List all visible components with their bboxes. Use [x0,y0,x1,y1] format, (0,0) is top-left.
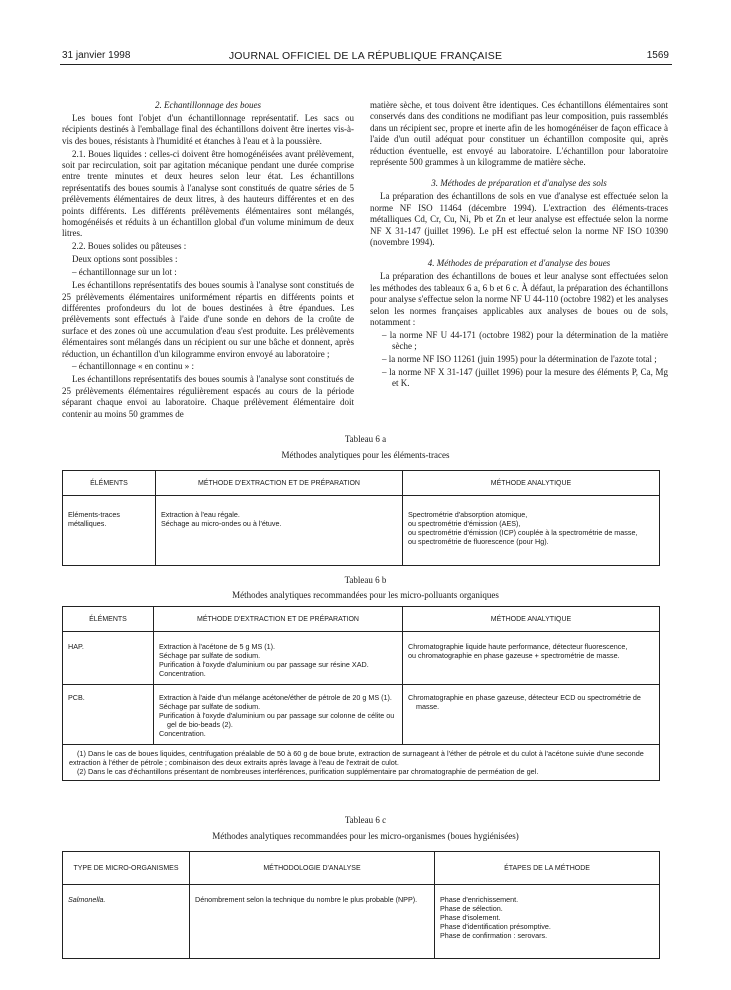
table-a-subtitle: Méthodes analytiques pour les éléments-traces [281,450,450,460]
table-cell: Eléments-traces métalliques. [63,496,156,566]
table-cell: HAP. [63,632,154,685]
cell-line: Extraction à l'aide d'un mélange acétone/éther de pétrole de 20 g MS (1). [159,693,392,702]
table-row [63,885,660,959]
right-column [370,100,668,391]
header-rule [60,64,672,65]
list-item: – la norme NF ISO 11261 (juin 1995) pour la détermination de l'azote total ; [382,354,657,365]
table-cell: Dénombrement selon la technique du nombre le plus probable (NPP). [190,885,435,959]
table-cell [435,885,660,959]
cell-line: Phase de confirmation : serovars. [440,931,548,940]
table-header: TYPE DE MICRO-ORGANISMES [63,852,190,885]
paragraph: La préparation des échantillons de boues et leur analyse sont effectuées selon les méthodes des tableaux 6 a, 6 b et 6 c. À défaut, la préparation des échantillons pour analyse s'effectue selon la norme NF U 44-110 (octobre 1982) et les analyses selon les normes françaises applicables aux analyses de boues ou de sols, notamment : [370,271,668,327]
paragraph: matière sèche, et tous doivent être identiques. Ces échantillons élémentaires sont conservés dans des conditions ne modifiant pas leur composition, puis rassemblés dans un récipient sec, propre et inerte afin de les homogénéiser de façon efficace à l'aide d'un outil adéquat pour constituer un échantillon composite qui, après réduction éventuelle, est envoyé au laboratoire. L'échantillon pour laboratoire représente 500 grammes à un kilogramme de matière sèche. [370,100,668,168]
cell-line: Séchage au micro-ondes ou à l'étuve. [161,519,282,528]
footnote: (1) Dans le cas de boues liquides, centrifugation préalable de 50 à 60 g de boue brute, extraction de surnageant à l'éther de pétrole et du culot à l'acétone suivie d'une seconde extraction à l'éther de pétrole ; combinaison des deux extraits après lavage à l'eau de l'extrait de culot. [69,749,644,767]
paragraph: Les échantillons représentatifs des boues soumis à l'analyse sont constitués de 25 prélèvements élémentaires uniformément répartis en différents points et différentes profondeurs du lot de boues destinées à être épandues. Les prélèvements sont effectués à l'aide d'une sonde en dehors de la croûte de surface et des zones où une accumulation d'eau s'est produite. Les prélèvements élémentaires sont mélangés dans un récipient ou sur une bâche et donnent, après réduction, un échantillon d'un kilogramme environ envoyé au laboratoire ; [62,280,354,359]
cell-line: Chromatographie liquide haute performance, détecteur fluorescence, [408,642,628,651]
table-a-caption: Tableau 6 a [344,434,387,444]
table-b-caption: Tableau 6 b [344,575,387,585]
header-date: 31 janvier 1998 [62,50,131,61]
table-header: MÉTHODE D'EXTRACTION ET DE PRÉPARATION [156,471,403,496]
cell-line: Purification à l'oxyde d'aluminium ou par passage sur résine XAD. [159,660,369,669]
cell-line: Extraction à l'eau régale. [161,510,240,519]
table-c [62,851,660,959]
table-header: MÉTHODOLOGIE D'ANALYSE [190,852,435,885]
table-header: ÉLÉMENTS [63,607,154,632]
paragraph: Les boues font l'objet d'un échantillonnage représentatif. Les sacs ou récipients destinés à l'emballage final des échantillons doivent être inertes vis-à-vis des boues, résistants à l'humidité et étanches à l'eau et à la poussière. [62,112,354,146]
cell-line: Extraction à l'acétone de 5 g MS (1). [159,642,276,651]
table-notes-row [63,745,660,781]
page-number: 1569 [646,50,669,61]
cell-line: Phase de sélection. [440,904,503,913]
table-row [63,632,660,685]
table-row [63,496,660,566]
cell-line: ou spectrométrie de fluorescence (pour Hg). [408,537,549,546]
paragraph: Deux options sont possibles : [72,254,178,265]
table-header: MÉTHODE D'EXTRACTION ET DE PRÉPARATION [154,607,403,632]
cell-line: Séchage par sulfate de sodium. [159,651,261,660]
paragraph: – échantillonnage « en continu » : [72,361,194,372]
section-4-title: 4. Méthodes de préparation et d'analyse des boues [427,258,611,269]
table-b [62,606,660,781]
table-row [63,685,660,745]
table-cell [403,496,660,566]
cell-line: ou chromatographie en phase gazeuse + spectrométrie de masse. [408,651,620,660]
table-c-caption: Tableau 6 c [344,815,387,825]
cell-line: Phase d'isolement. [440,913,501,922]
table-cell [403,632,660,685]
cell-line: Concentration. [159,669,206,678]
table-header: MÉTHODE ANALYTIQUE [403,471,660,496]
table-cell: Salmonella. [63,885,190,959]
journal-title: JOURNAL OFFICIEL DE LA RÉPUBLIQUE FRANÇAISE [228,50,503,62]
cell-line: ou spectrométrie d'émission (AES), [408,519,521,528]
table-header: ÉLÉMENTS [63,471,156,496]
footnote: (2) Dans le cas d'échantillons présentant de nombreuses interférences, purification supplémentaire par chromatographie de perméation de gel. [77,767,539,776]
paragraph: La préparation des échantillons de sols en vue d'analyse est effectuée selon la norme NF ISO 11464 (décembre 1994). L'extraction des éléments-traces métalliques Cd, Cr, Cu, Ni, Pb et Zn et leur analyse est effectuée selon la norme NF X 31-147 (juillet 1996). Le pH est effectué selon la norme NF ISO 10390 (novembre 1994). [370,191,668,247]
cell-line: Purification à l'oxyde d'aluminium ou par passage sur colonne de célite ou gel de bio-beads (2). [159,711,395,729]
table-cell [156,496,403,566]
list-item: – la norme NF U 44-171 (octobre 1982) pour la détermination de la matière sèche ; [382,329,668,352]
table-b-subtitle: Méthodes analytiques recommandées pour les micro-polluants organiques [232,590,499,600]
section-2-title: 2. Echantillonnage des boues [155,100,261,110]
table-header: MÉTHODE ANALYTIQUE [403,607,660,632]
cell-line: Phase d'identification présomptive. [440,922,551,931]
cell-line: Spectrométrie d'absorption atomique, [408,510,528,519]
table-cell [154,685,403,745]
cell-line: ou spectrométrie d'émission (ICP) couplée à la spectrométrie de masse, [408,528,638,537]
table-cell [154,632,403,685]
paragraph: 2.2. Boues solides ou pâteuses : [72,241,187,252]
left-column [62,100,354,421]
table-cell [403,685,660,745]
paragraph: Les échantillons représentatifs des boues soumis à l'analyse sont constitués de 25 prélèvements élémentaires régulièrement espacés au cours de la période séparant chaque envoi au laboratoire. Chaque prélèvement élémentaire doit contenir au moins 50 grammes de [62,374,354,419]
cell-line: Phase d'enrichissement. [440,895,519,904]
cell-line: Séchage par sulfate de sodium. [159,702,261,711]
paragraph: 2.1. Boues liquides : celles-ci doivent être homogénéisées avant prélèvement, soit par recirculation, soit par agitation mécanique pendant une durée comprise entre trente minutes et deux heures selon leur état. Les échantillons représentatifs des boues soumis à l'analyse sont constitués de quatre séries de 5 prélèvements élémentaires de deux litres, à des hauteurs différentes et en des points différents. Les différents prélèvements élémentaires sont mélangés, homogénéisés et réduits à un échantillon global d'un volume minimum de deux litres. [62,148,354,239]
list-item: – la norme NF X 31-147 (juillet 1996) pour la mesure des éléments P, Ca, Mg et K. [382,367,668,389]
paragraph: – échantillonnage sur un lot : [72,267,177,278]
table-cell: PCB. [63,685,154,745]
cell-line: Chromatographie en phase gazeuse, détecteur ECD ou spectrométrie de masse. [408,693,641,711]
section-3-title: 3. Méthodes de préparation et d'analyse des sols [431,178,607,189]
table-notes [63,745,660,781]
table-c-subtitle: Méthodes analytiques recommandées pour les micro-organismes (boues hygiénisées) [212,831,519,841]
table-header: ÉTAPES DE LA MÉTHODE [435,852,660,885]
table-a [62,470,660,566]
cell-line: Concentration. [159,729,206,738]
